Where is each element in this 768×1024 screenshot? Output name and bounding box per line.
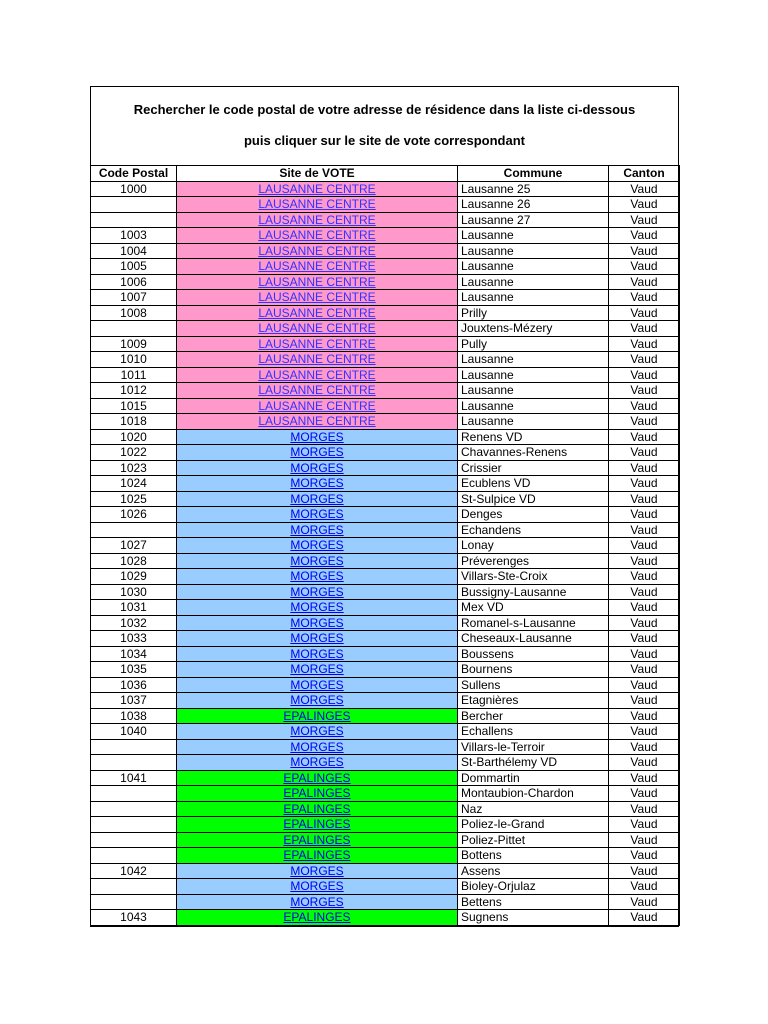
vote-site-cell bbox=[177, 259, 458, 275]
table-row bbox=[91, 755, 680, 771]
vote-site-link-lausanne[interactable]: LAUSANNE CENTRE bbox=[258, 414, 376, 428]
postal-code-cell bbox=[91, 739, 177, 755]
commune-cell: Romanel-s-Lausanne bbox=[458, 615, 609, 631]
canton-cell: Vaud bbox=[609, 569, 680, 585]
vote-site-cell bbox=[177, 662, 458, 678]
postal-code-cell: 1018 bbox=[91, 414, 177, 430]
canton-cell: Vaud bbox=[609, 538, 680, 554]
vote-site-cell bbox=[177, 522, 458, 538]
canton-cell: Vaud bbox=[609, 491, 680, 507]
column-header-commune: Commune bbox=[458, 166, 609, 182]
vote-site-link-lausanne[interactable]: LAUSANNE CENTRE bbox=[258, 290, 376, 304]
canton-cell: Vaud bbox=[609, 584, 680, 600]
table-row bbox=[91, 414, 680, 430]
commune-cell: Dommartin bbox=[458, 770, 609, 786]
vote-site-cell bbox=[177, 243, 458, 259]
table-row bbox=[91, 910, 680, 926]
canton-cell: Vaud bbox=[609, 259, 680, 275]
table-row bbox=[91, 336, 680, 352]
canton-cell: Vaud bbox=[609, 708, 680, 724]
vote-site-link-morges[interactable]: MORGES bbox=[290, 755, 344, 769]
canton-cell: Vaud bbox=[609, 352, 680, 368]
table-row bbox=[91, 770, 680, 786]
vote-site-link-morges[interactable]: MORGES bbox=[290, 863, 344, 878]
vote-site-link-morges[interactable]: MORGES bbox=[290, 429, 344, 444]
vote-site-link-epalinges[interactable]: EPALINGES bbox=[283, 786, 351, 800]
vote-site-cell bbox=[177, 491, 458, 507]
vote-site-link-morges[interactable]: MORGES bbox=[290, 693, 344, 707]
vote-site-cell bbox=[177, 817, 458, 833]
vote-site-cell bbox=[177, 553, 458, 569]
table-row bbox=[91, 786, 680, 802]
canton-cell: Vaud bbox=[609, 863, 680, 879]
table-row bbox=[91, 522, 680, 538]
commune-cell: Echandens bbox=[458, 522, 609, 538]
commune-cell: Bioley-Orjulaz bbox=[458, 879, 609, 895]
vote-site-cell bbox=[177, 352, 458, 368]
vote-site-link-morges[interactable]: MORGES bbox=[290, 662, 344, 676]
vote-site-cell bbox=[177, 538, 458, 554]
vote-site-cell bbox=[177, 615, 458, 631]
canton-cell: Vaud bbox=[609, 755, 680, 771]
postal-code-cell bbox=[91, 894, 177, 910]
vote-site-link-epalinges[interactable]: EPALINGES bbox=[283, 910, 351, 924]
table-row bbox=[91, 631, 680, 647]
vote-site-cell bbox=[177, 693, 458, 709]
canton-cell: Vaud bbox=[609, 693, 680, 709]
commune-cell: Villars-le-Terroir bbox=[458, 739, 609, 755]
vote-site-link-morges[interactable]: MORGES bbox=[290, 600, 344, 614]
postal-code-cell: 1024 bbox=[91, 476, 177, 492]
canton-cell: Vaud bbox=[609, 662, 680, 678]
vote-site-cell bbox=[177, 879, 458, 895]
vote-site-cell bbox=[177, 708, 458, 724]
table-row bbox=[91, 708, 680, 724]
postal-code-cell bbox=[91, 321, 177, 337]
commune-cell: Lausanne bbox=[458, 243, 609, 259]
canton-cell: Vaud bbox=[609, 832, 680, 848]
table-row bbox=[91, 460, 680, 476]
vote-site-cell bbox=[177, 383, 458, 399]
vote-site-cell bbox=[177, 832, 458, 848]
commune-cell: Cheseaux-Lausanne bbox=[458, 631, 609, 647]
vote-site-cell bbox=[177, 274, 458, 290]
vote-site-cell bbox=[177, 507, 458, 523]
vote-site-link-morges[interactable]: MORGES bbox=[290, 569, 344, 583]
table-row bbox=[91, 476, 680, 492]
canton-cell: Vaud bbox=[609, 305, 680, 321]
postal-code-cell: 1022 bbox=[91, 445, 177, 461]
vote-site-cell bbox=[177, 305, 458, 321]
canton-cell: Vaud bbox=[609, 631, 680, 647]
vote-site-link-lausanne[interactable]: LAUSANNE CENTRE bbox=[258, 336, 376, 351]
canton-cell: Vaud bbox=[609, 507, 680, 523]
table-row bbox=[91, 507, 680, 523]
postal-code-cell: 1036 bbox=[91, 677, 177, 693]
commune-cell: Lausanne bbox=[458, 290, 609, 306]
canton-cell: Vaud bbox=[609, 290, 680, 306]
commune-cell: Lausanne bbox=[458, 367, 609, 383]
table-row bbox=[91, 181, 680, 197]
table-row bbox=[91, 243, 680, 259]
commune-cell: Lausanne 27 bbox=[458, 212, 609, 228]
table-row bbox=[91, 398, 680, 414]
table-row bbox=[91, 553, 680, 569]
table-row bbox=[91, 228, 680, 244]
vote-site-cell bbox=[177, 367, 458, 383]
canton-cell: Vaud bbox=[609, 553, 680, 569]
commune-cell: Boussens bbox=[458, 646, 609, 662]
postal-code-cell bbox=[91, 832, 177, 848]
canton-cell: Vaud bbox=[609, 383, 680, 399]
table-row bbox=[91, 817, 680, 833]
commune-cell: Naz bbox=[458, 801, 609, 817]
postal-code-cell: 1009 bbox=[91, 336, 177, 352]
vote-site-link-lausanne[interactable]: LAUSANNE CENTRE bbox=[258, 259, 376, 273]
table-row bbox=[91, 801, 680, 817]
vote-site-cell bbox=[177, 569, 458, 585]
postal-code-cell: 1020 bbox=[91, 429, 177, 445]
canton-cell: Vaud bbox=[609, 894, 680, 910]
vote-site-link-lausanne[interactable]: LAUSANNE CENTRE bbox=[258, 197, 376, 211]
vote-site-cell bbox=[177, 321, 458, 337]
vote-site-link-lausanne[interactable]: LAUSANNE CENTRE bbox=[258, 305, 376, 320]
commune-cell: Bournens bbox=[458, 662, 609, 678]
canton-cell: Vaud bbox=[609, 414, 680, 430]
column-header-site: Site de VOTE bbox=[177, 166, 458, 182]
column-header-canton: Canton bbox=[609, 166, 680, 182]
commune-cell: Lausanne bbox=[458, 228, 609, 244]
vote-site-cell bbox=[177, 414, 458, 430]
table-row bbox=[91, 212, 680, 228]
postal-code-cell bbox=[91, 817, 177, 833]
canton-cell: Vaud bbox=[609, 724, 680, 740]
commune-cell: Lausanne bbox=[458, 398, 609, 414]
postal-code-cell: 1023 bbox=[91, 460, 177, 476]
vote-site-cell bbox=[177, 460, 458, 476]
canton-cell: Vaud bbox=[609, 274, 680, 290]
table-row bbox=[91, 445, 680, 461]
commune-cell: St-Sulpice VD bbox=[458, 491, 609, 507]
canton-cell: Vaud bbox=[609, 197, 680, 213]
vote-site-link-morges[interactable]: MORGES bbox=[290, 460, 344, 475]
canton-cell: Vaud bbox=[609, 398, 680, 414]
postal-code-cell: 1010 bbox=[91, 352, 177, 368]
postal-code-cell: 1041 bbox=[91, 770, 177, 786]
vote-site-link-lausanne[interactable]: LAUSANNE CENTRE bbox=[258, 212, 376, 227]
table-row bbox=[91, 321, 680, 337]
canton-cell: Vaud bbox=[609, 522, 680, 538]
table-row bbox=[91, 290, 680, 306]
table-row bbox=[91, 879, 680, 895]
commune-cell: Lausanne 25 bbox=[458, 181, 609, 197]
postal-code-cell: 1027 bbox=[91, 538, 177, 554]
postal-code-cell: 1006 bbox=[91, 274, 177, 290]
table-row bbox=[91, 677, 680, 693]
document-frame bbox=[90, 86, 679, 927]
table-header-row bbox=[91, 166, 680, 182]
commune-cell: Lausanne bbox=[458, 383, 609, 399]
canton-cell: Vaud bbox=[609, 336, 680, 352]
commune-cell: Prilly bbox=[458, 305, 609, 321]
table-row bbox=[91, 491, 680, 507]
vote-site-link-lausanne[interactable]: LAUSANNE CENTRE bbox=[258, 274, 376, 289]
vote-site-link-morges[interactable]: MORGES bbox=[290, 879, 344, 893]
commune-cell: Lausanne 26 bbox=[458, 197, 609, 213]
postal-code-cell: 1042 bbox=[91, 863, 177, 879]
table-row bbox=[91, 662, 680, 678]
canton-cell: Vaud bbox=[609, 910, 680, 926]
postal-code-cell: 1034 bbox=[91, 646, 177, 662]
vote-site-cell bbox=[177, 336, 458, 352]
postal-code-cell bbox=[91, 801, 177, 817]
vote-site-link-lausanne[interactable]: LAUSANNE CENTRE bbox=[258, 367, 376, 382]
commune-cell: Sullens bbox=[458, 677, 609, 693]
vote-site-cell bbox=[177, 600, 458, 616]
vote-site-cell bbox=[177, 863, 458, 879]
canton-cell: Vaud bbox=[609, 739, 680, 755]
canton-cell: Vaud bbox=[609, 460, 680, 476]
commune-cell: Assens bbox=[458, 863, 609, 879]
postal-code-cell: 1035 bbox=[91, 662, 177, 678]
canton-cell: Vaud bbox=[609, 228, 680, 244]
vote-site-link-morges[interactable]: MORGES bbox=[290, 584, 344, 599]
canton-cell: Vaud bbox=[609, 212, 680, 228]
table-body bbox=[91, 181, 680, 925]
postal-code-cell: 1043 bbox=[91, 910, 177, 926]
vote-site-link-morges[interactable]: MORGES bbox=[290, 538, 344, 552]
postal-code-cell bbox=[91, 212, 177, 228]
vote-site-link-morges[interactable]: MORGES bbox=[290, 615, 344, 630]
canton-cell: Vaud bbox=[609, 677, 680, 693]
vote-site-link-epalinges[interactable]: EPALINGES bbox=[283, 708, 351, 723]
canton-cell: Vaud bbox=[609, 476, 680, 492]
commune-cell: Echallens bbox=[458, 724, 609, 740]
canton-cell: Vaud bbox=[609, 445, 680, 461]
commune-cell: Lausanne bbox=[458, 352, 609, 368]
vote-site-cell bbox=[177, 631, 458, 647]
postal-code-cell bbox=[91, 786, 177, 802]
vote-site-link-morges[interactable]: MORGES bbox=[290, 646, 344, 661]
postal-code-cell: 1000 bbox=[91, 181, 177, 197]
vote-site-link-lausanne[interactable]: LAUSANNE CENTRE bbox=[258, 228, 376, 242]
vote-site-link-morges[interactable]: MORGES bbox=[290, 491, 344, 506]
postal-code-cell bbox=[91, 755, 177, 771]
postal-code-cell: 1028 bbox=[91, 553, 177, 569]
table-row bbox=[91, 894, 680, 910]
vote-site-cell bbox=[177, 910, 458, 926]
vote-site-cell bbox=[177, 894, 458, 910]
table-row bbox=[91, 600, 680, 616]
table-row bbox=[91, 615, 680, 631]
table-row bbox=[91, 693, 680, 709]
commune-cell: Villars-Ste-Croix bbox=[458, 569, 609, 585]
canton-cell: Vaud bbox=[609, 817, 680, 833]
postal-code-cell: 1012 bbox=[91, 383, 177, 399]
commune-cell: Sugnens bbox=[458, 910, 609, 926]
vote-site-link-epalinges[interactable]: EPALINGES bbox=[283, 801, 351, 816]
table-row bbox=[91, 863, 680, 879]
postal-code-cell: 1033 bbox=[91, 631, 177, 647]
commune-cell: Bettens bbox=[458, 894, 609, 910]
postal-code-cell: 1040 bbox=[91, 724, 177, 740]
commune-cell: Renens VD bbox=[458, 429, 609, 445]
canton-cell: Vaud bbox=[609, 646, 680, 662]
vote-site-cell bbox=[177, 801, 458, 817]
vote-site-cell bbox=[177, 445, 458, 461]
table-row bbox=[91, 569, 680, 585]
vote-site-link-lausanne[interactable]: LAUSANNE CENTRE bbox=[258, 181, 376, 196]
vote-site-cell bbox=[177, 770, 458, 786]
table-row bbox=[91, 305, 680, 321]
table-row bbox=[91, 848, 680, 864]
vote-site-cell bbox=[177, 848, 458, 864]
instructions-header bbox=[91, 87, 678, 165]
vote-site-link-morges[interactable]: MORGES bbox=[290, 507, 344, 521]
postal-code-cell bbox=[91, 879, 177, 895]
vote-site-link-lausanne[interactable]: LAUSANNE CENTRE bbox=[258, 398, 376, 413]
vote-site-link-morges[interactable]: MORGES bbox=[290, 476, 344, 490]
postal-code-cell: 1031 bbox=[91, 600, 177, 616]
postal-code-cell: 1003 bbox=[91, 228, 177, 244]
vote-site-link-morges[interactable]: MORGES bbox=[290, 445, 344, 459]
commune-cell: Crissier bbox=[458, 460, 609, 476]
commune-cell: Lausanne bbox=[458, 259, 609, 275]
vote-site-cell bbox=[177, 398, 458, 414]
postal-code-cell: 1011 bbox=[91, 367, 177, 383]
vote-site-link-morges[interactable]: MORGES bbox=[290, 724, 344, 738]
canton-cell: Vaud bbox=[609, 243, 680, 259]
vote-site-cell bbox=[177, 724, 458, 740]
commune-cell: St-Barthélemy VD bbox=[458, 755, 609, 771]
canton-cell: Vaud bbox=[609, 181, 680, 197]
commune-cell: Poliez-le-Grand bbox=[458, 817, 609, 833]
vote-site-cell bbox=[177, 476, 458, 492]
table-row bbox=[91, 724, 680, 740]
commune-cell: Préverenges bbox=[458, 553, 609, 569]
vote-site-cell bbox=[177, 181, 458, 197]
postal-code-cell: 1015 bbox=[91, 398, 177, 414]
table-row bbox=[91, 584, 680, 600]
table-row bbox=[91, 832, 680, 848]
vote-site-cell bbox=[177, 197, 458, 213]
canton-cell: Vaud bbox=[609, 801, 680, 817]
vote-site-cell bbox=[177, 755, 458, 771]
postal-code-cell bbox=[91, 848, 177, 864]
postal-code-cell bbox=[91, 522, 177, 538]
commune-cell: Montaubion-Chardon bbox=[458, 786, 609, 802]
postal-code-cell bbox=[91, 197, 177, 213]
vote-site-cell bbox=[177, 646, 458, 662]
vote-site-cell bbox=[177, 739, 458, 755]
postal-code-cell: 1025 bbox=[91, 491, 177, 507]
vote-site-link-lausanne[interactable]: LAUSANNE CENTRE bbox=[258, 321, 376, 335]
canton-cell: Vaud bbox=[609, 321, 680, 337]
postal-code-cell: 1037 bbox=[91, 693, 177, 709]
commune-cell: Denges bbox=[458, 507, 609, 523]
vote-site-cell bbox=[177, 429, 458, 445]
vote-site-cell bbox=[177, 228, 458, 244]
table-row bbox=[91, 429, 680, 445]
vote-site-cell bbox=[177, 677, 458, 693]
commune-cell: Lausanne bbox=[458, 414, 609, 430]
canton-cell: Vaud bbox=[609, 615, 680, 631]
vote-site-cell bbox=[177, 290, 458, 306]
commune-cell: Bercher bbox=[458, 708, 609, 724]
commune-cell: Chavannes-Renens bbox=[458, 445, 609, 461]
vote-site-link-morges[interactable]: MORGES bbox=[290, 553, 344, 568]
canton-cell: Vaud bbox=[609, 429, 680, 445]
table-row bbox=[91, 352, 680, 368]
table-row bbox=[91, 646, 680, 662]
postal-code-cell: 1032 bbox=[91, 615, 177, 631]
commune-cell: Poliez-Pittet bbox=[458, 832, 609, 848]
instruction-line-1: Rechercher le code postal de votre adresse de résidence dans la liste ci-dessous bbox=[133, 102, 636, 117]
canton-cell: Vaud bbox=[609, 367, 680, 383]
vote-site-link-lausanne[interactable]: LAUSANNE CENTRE bbox=[258, 352, 376, 366]
postal-code-cell: 1007 bbox=[91, 290, 177, 306]
commune-cell: Etagnières bbox=[458, 693, 609, 709]
table-row bbox=[91, 739, 680, 755]
vote-site-link-epalinges[interactable]: EPALINGES bbox=[283, 770, 351, 785]
postal-code-cell: 1008 bbox=[91, 305, 177, 321]
commune-cell: Mex VD bbox=[458, 600, 609, 616]
vote-site-cell bbox=[177, 584, 458, 600]
table-row bbox=[91, 259, 680, 275]
commune-cell: Ecublens VD bbox=[458, 476, 609, 492]
vote-site-link-morges[interactable]: MORGES bbox=[290, 894, 344, 909]
canton-cell: Vaud bbox=[609, 848, 680, 864]
vote-site-link-epalinges[interactable]: EPALINGES bbox=[283, 832, 351, 847]
commune-cell: Lonay bbox=[458, 538, 609, 554]
commune-cell: Bussigny-Lausanne bbox=[458, 584, 609, 600]
instruction-line-2: puis cliquer sur le site de vote correspondant bbox=[243, 133, 526, 148]
vote-site-cell bbox=[177, 786, 458, 802]
vote-site-link-morges[interactable]: MORGES bbox=[290, 631, 344, 645]
canton-cell: Vaud bbox=[609, 879, 680, 895]
commune-cell: Pully bbox=[458, 336, 609, 352]
commune-cell: Jouxtens-Mézery bbox=[458, 321, 609, 337]
postal-code-cell: 1038 bbox=[91, 708, 177, 724]
column-header-code: Code Postal bbox=[91, 166, 177, 182]
vote-site-link-epalinges[interactable]: EPALINGES bbox=[283, 817, 351, 831]
table-row bbox=[91, 367, 680, 383]
postal-code-cell: 1005 bbox=[91, 259, 177, 275]
vote-site-cell bbox=[177, 212, 458, 228]
canton-cell: Vaud bbox=[609, 600, 680, 616]
table-row bbox=[91, 383, 680, 399]
postal-code-table bbox=[90, 165, 680, 926]
postal-code-cell: 1004 bbox=[91, 243, 177, 259]
vote-site-link-morges[interactable]: MORGES bbox=[290, 522, 344, 537]
table-row bbox=[91, 538, 680, 554]
vote-site-link-epalinges[interactable]: EPALINGES bbox=[283, 848, 351, 862]
postal-code-cell: 1026 bbox=[91, 507, 177, 523]
commune-cell: Lausanne bbox=[458, 274, 609, 290]
canton-cell: Vaud bbox=[609, 786, 680, 802]
vote-site-link-morges[interactable]: MORGES bbox=[290, 677, 344, 692]
table-row bbox=[91, 274, 680, 290]
vote-site-link-morges[interactable]: MORGES bbox=[290, 739, 344, 754]
commune-cell: Bottens bbox=[458, 848, 609, 864]
canton-cell: Vaud bbox=[609, 770, 680, 786]
vote-site-link-lausanne[interactable]: LAUSANNE CENTRE bbox=[258, 383, 376, 397]
postal-code-cell: 1029 bbox=[91, 569, 177, 585]
vote-site-link-lausanne[interactable]: LAUSANNE CENTRE bbox=[258, 243, 376, 258]
table-row bbox=[91, 197, 680, 213]
postal-code-cell: 1030 bbox=[91, 584, 177, 600]
